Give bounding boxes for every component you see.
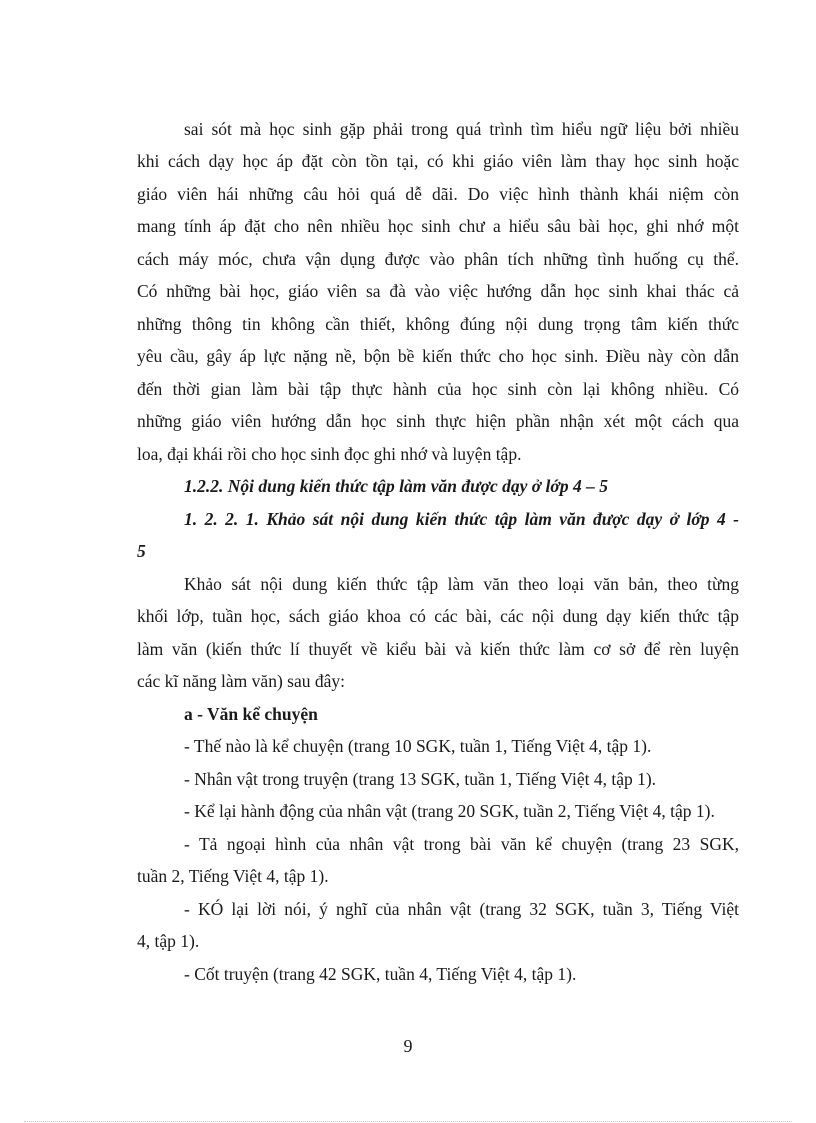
paragraph-line: mang tính áp đặt cho nên nhiều học sinh chư a hiểu sâu bài học, ghi nhớ một	[137, 216, 739, 236]
paragraph-line: những thông tin không cần thiết, không đúng nội dung trọng tâm kiến thức	[137, 314, 739, 334]
paragraph-line: Khảo sát nội dung kiến thức tập làm văn theo loại văn bản, theo từng	[184, 574, 739, 594]
paragraph-line: khi cách dạy học áp đặt còn tồn tại, có khi giáo viên làm thay học sinh hoặc	[137, 151, 739, 171]
paragraph-line: khối lớp, tuần học, sách giáo khoa có các bài, các nội dung dạy kiến thức tập	[137, 606, 739, 626]
list-item: - Tả ngoại hình của nhân vật trong bài văn kể chuyện (trang 23 SGK,	[184, 834, 739, 854]
paragraph-line: đến thời gian làm bài tập thực hành của học sinh còn lại không nhiều. Có	[137, 379, 739, 399]
section-heading: 1.2.2. Nội dung kiến thức tập làm văn được dạy ở lớp 4 – 5	[184, 476, 608, 496]
paragraph-line: các kĩ năng làm văn) sau đây:	[137, 671, 345, 691]
paragraph-line: giáo viên hái những câu hỏi quá dễ dãi. Do việc hình thành khái niệm còn	[137, 184, 739, 204]
paragraph-line: yêu cầu, gây áp lực nặng nề, bộn bề kiến thức cho học sinh. Điều này còn dẫn	[137, 346, 739, 366]
list-item: - Kể lại hành động của nhân vật (trang 20 SGK, tuần 2, Tiếng Việt 4, tập 1).	[184, 801, 715, 821]
list-item: - Nhân vật trong truyện (trang 13 SGK, tuần 1, Tiếng Việt 4, tập 1).	[184, 769, 657, 789]
paragraph-line: làm văn (kiến thức lí thuyết về kiểu bài và kiến thức làm cơ sở để rèn luyện	[137, 639, 739, 659]
list-item-continuation: tuần 2, Tiếng Việt 4, tập 1).	[137, 866, 329, 886]
page-number: 9	[403, 1036, 413, 1056]
paragraph-line: cách máy móc, chưa vận dụng được vào phân tích những tình huống cụ thể.	[137, 249, 739, 269]
list-item: - KÓ lại lời nói, ý nghĩ của nhân vật (trang 32 SGK, tuần 3, Tiếng Việt	[184, 899, 739, 919]
list-item: - Thế nào là kể chuyện (trang 10 SGK, tuần 1, Tiếng Việt 4, tập 1).	[184, 736, 652, 756]
paragraph-line: loa, đại khái rồi cho học sinh đọc ghi nhớ và luyện tập.	[137, 444, 522, 464]
list-item-continuation: 4, tập 1).	[137, 931, 200, 951]
subsection-heading: 1. 2. 2. 1. Khảo sát nội dung kiến thức tập làm văn được dạy ở lớp 4 -	[184, 509, 739, 529]
paragraph-line: những giáo viên hướng dẫn học sinh thực hiện phần nhận xét một cách qua	[137, 411, 739, 431]
subsection-heading-continuation: 5	[137, 541, 146, 561]
paragraph-line: sai sót mà học sinh gặp phải trong quá trình tìm hiểu ngữ liệu bởi nhiều	[184, 119, 739, 139]
footer-divider	[24, 1121, 792, 1122]
list-heading: a - Văn kể chuyện	[184, 704, 318, 724]
paragraph-line: Có những bài học, giáo viên sa đà vào việc hướng dẫn học sinh khai thác cả	[137, 281, 739, 301]
list-item: - Cốt truyện (trang 42 SGK, tuần 4, Tiếng Việt 4, tập 1).	[184, 964, 577, 984]
